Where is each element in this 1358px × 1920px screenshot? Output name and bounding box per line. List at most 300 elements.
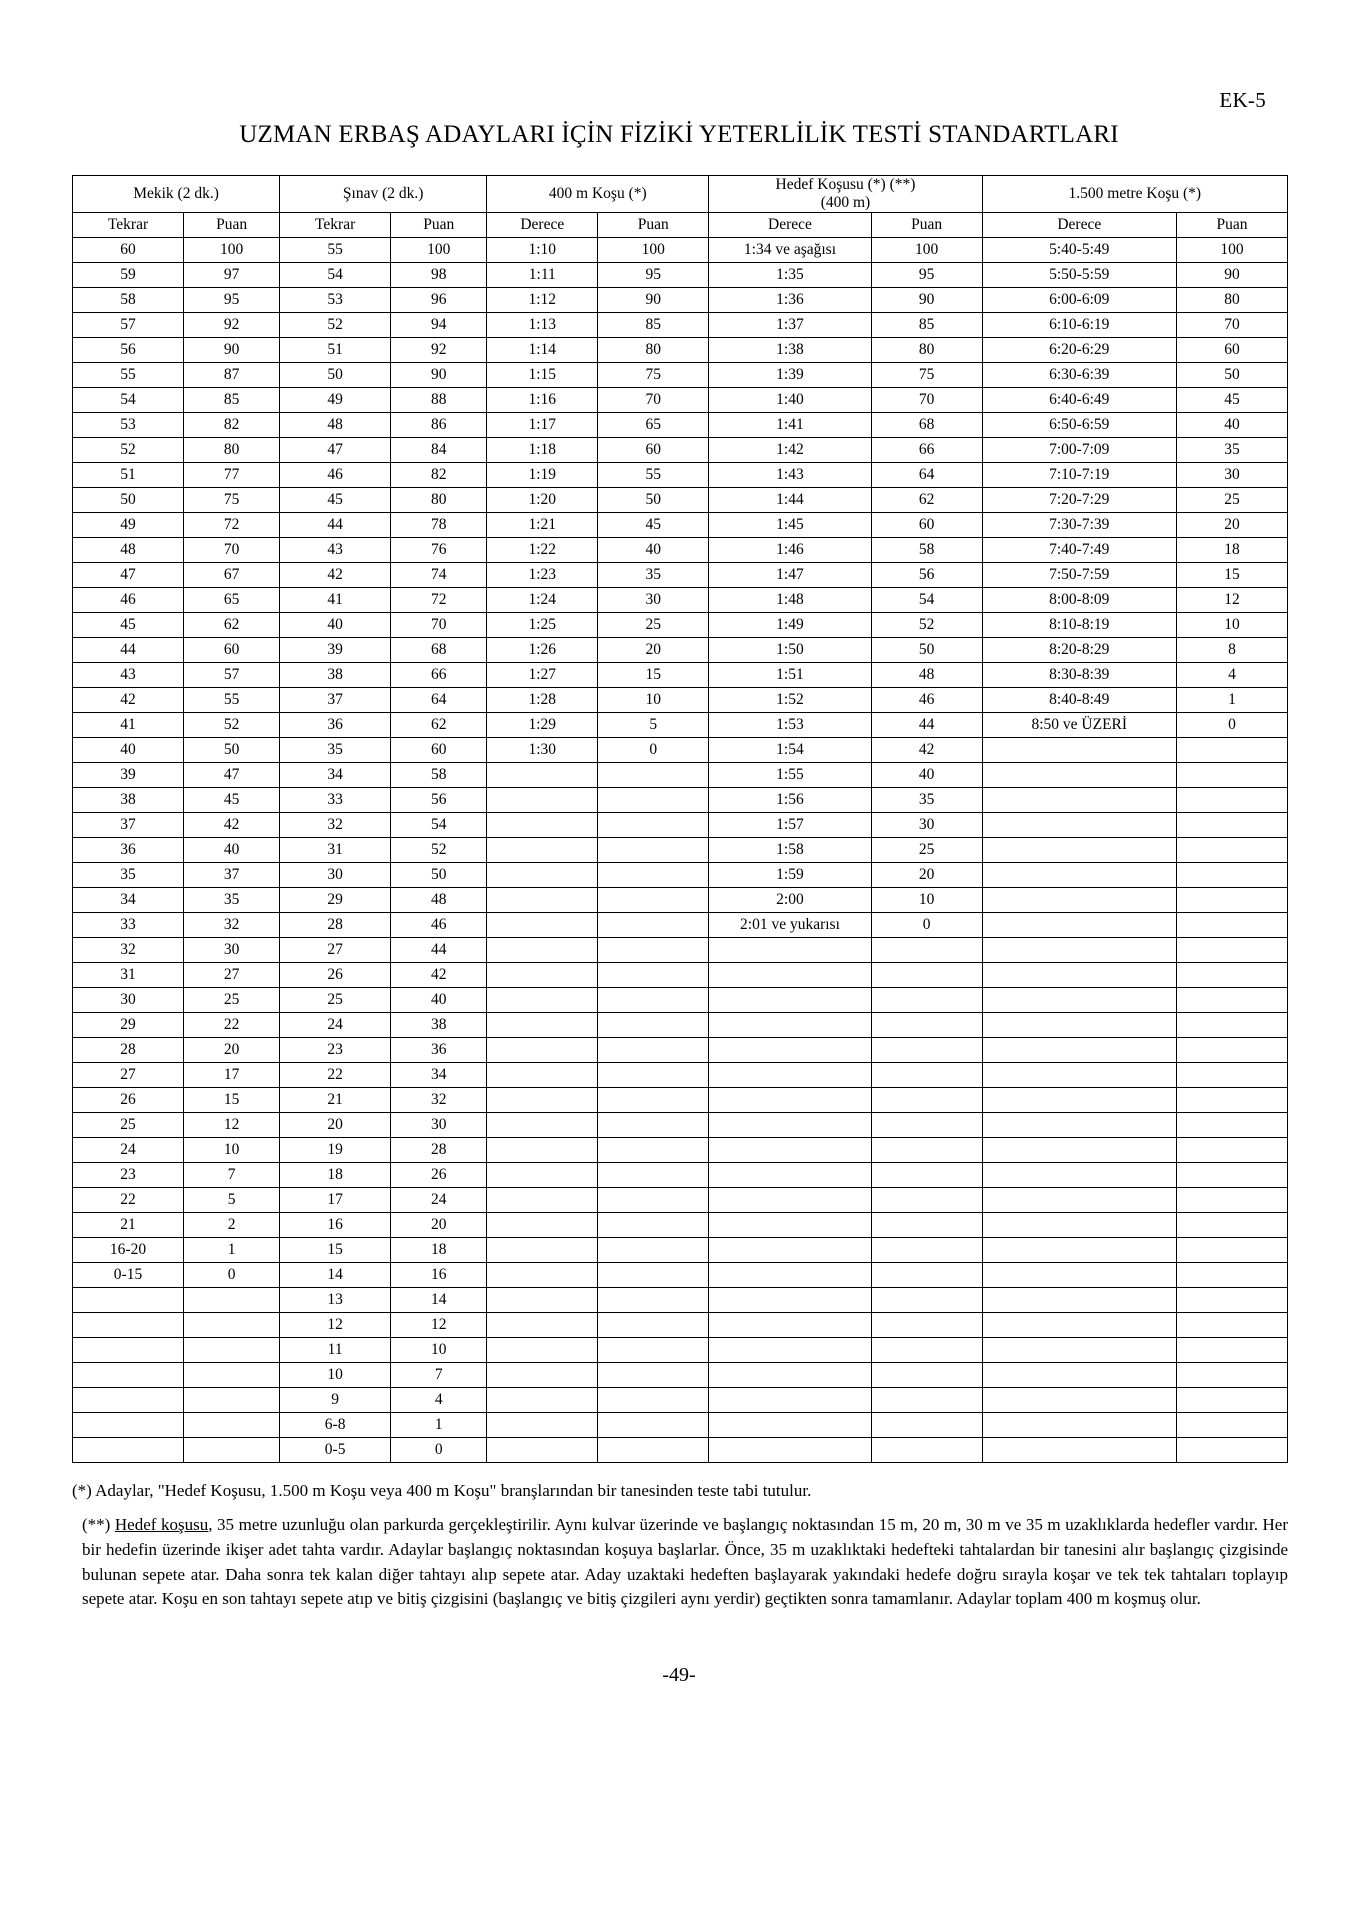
table-row xyxy=(73,462,1288,487)
cell-hedef-puan: 100 xyxy=(871,237,982,262)
cell-k1500-puan: 30 xyxy=(1176,462,1287,487)
cell-k400-puan xyxy=(598,1012,709,1037)
cell-k1500-puan: 1 xyxy=(1176,687,1287,712)
cell-k400-puan: 95 xyxy=(598,262,709,287)
cell-k400-puan xyxy=(598,862,709,887)
cell-k1500-derece: 7:00-7:09 xyxy=(982,437,1176,462)
cell-sinav-tekrar: 13 xyxy=(280,1287,391,1312)
table-row xyxy=(73,687,1288,712)
cell-sinav-tekrar: 49 xyxy=(280,387,391,412)
cell-sinav-puan: 76 xyxy=(391,537,487,562)
cell-sinav-puan: 90 xyxy=(391,362,487,387)
cell-hedef-derece: 1:52 xyxy=(709,687,871,712)
subheader-400m-derece: Derece xyxy=(487,212,598,237)
cell-sinav-puan: 84 xyxy=(391,437,487,462)
cell-k1500-puan xyxy=(1176,1337,1287,1362)
cell-k1500-puan xyxy=(1176,887,1287,912)
cell-sinav-tekrar: 32 xyxy=(280,812,391,837)
cell-hedef-puan: 48 xyxy=(871,662,982,687)
cell-hedef-puan: 54 xyxy=(871,587,982,612)
cell-sinav-tekrar: 27 xyxy=(280,937,391,962)
cell-mekik-tekrar: 24 xyxy=(73,1137,184,1162)
cell-mekik-puan xyxy=(184,1387,280,1412)
cell-hedef-derece xyxy=(709,1187,871,1212)
cell-k400-puan xyxy=(598,1387,709,1412)
cell-k1500-derece xyxy=(982,937,1176,962)
cell-k1500-derece: 8:10-8:19 xyxy=(982,612,1176,637)
cell-hedef-puan xyxy=(871,1212,982,1237)
cell-sinav-tekrar: 22 xyxy=(280,1062,391,1087)
subheader-400m-puan: Puan xyxy=(598,212,709,237)
cell-mekik-puan: 72 xyxy=(184,512,280,537)
cell-mekik-tekrar: 45 xyxy=(73,612,184,637)
cell-hedef-derece xyxy=(709,1062,871,1087)
cell-sinav-tekrar: 29 xyxy=(280,887,391,912)
table-row xyxy=(73,1287,1288,1312)
cell-k400-derece xyxy=(487,862,598,887)
cell-sinav-puan: 52 xyxy=(391,837,487,862)
cell-hedef-derece: 1:57 xyxy=(709,812,871,837)
cell-sinav-tekrar: 43 xyxy=(280,537,391,562)
cell-sinav-tekrar: 36 xyxy=(280,712,391,737)
cell-sinav-tekrar: 51 xyxy=(280,337,391,362)
cell-k400-puan: 25 xyxy=(598,612,709,637)
cell-hedef-derece: 1:44 xyxy=(709,487,871,512)
cell-k400-puan: 65 xyxy=(598,412,709,437)
cell-k1500-derece: 6:50-6:59 xyxy=(982,412,1176,437)
cell-hedef-derece xyxy=(709,1262,871,1287)
cell-hedef-derece: 1:41 xyxy=(709,412,871,437)
cell-k1500-puan: 4 xyxy=(1176,662,1287,687)
cell-k400-puan xyxy=(598,1362,709,1387)
cell-k400-derece xyxy=(487,1412,598,1437)
cell-k400-derece: 1:19 xyxy=(487,462,598,487)
cell-k1500-puan: 50 xyxy=(1176,362,1287,387)
cell-k1500-puan: 8 xyxy=(1176,637,1287,662)
cell-hedef-derece xyxy=(709,1112,871,1137)
table-row xyxy=(73,1312,1288,1337)
table-row xyxy=(73,862,1288,887)
cell-sinav-puan: 20 xyxy=(391,1212,487,1237)
cell-k400-derece xyxy=(487,1187,598,1212)
cell-k400-puan xyxy=(598,1262,709,1287)
cell-mekik-puan: 100 xyxy=(184,237,280,262)
cell-k1500-derece: 5:40-5:49 xyxy=(982,237,1176,262)
note-asterisk: (*) Adaylar, "Hedef Koşusu, 1.500 m Koşu veya 400 m Koşu" branşlarından bir tanesinden teste tabi tutulur. xyxy=(72,1480,812,1500)
cell-hedef-puan xyxy=(871,1287,982,1312)
cell-hedef-derece xyxy=(709,1387,871,1412)
cell-k400-puan xyxy=(598,1237,709,1262)
cell-sinav-puan: 42 xyxy=(391,962,487,987)
cell-mekik-puan: 7 xyxy=(184,1162,280,1187)
cell-mekik-tekrar: 36 xyxy=(73,837,184,862)
cell-hedef-derece: 1:50 xyxy=(709,637,871,662)
table-row xyxy=(73,612,1288,637)
cell-sinav-tekrar: 37 xyxy=(280,687,391,712)
cell-hedef-puan xyxy=(871,1037,982,1062)
cell-k1500-derece: 7:10-7:19 xyxy=(982,462,1176,487)
cell-mekik-tekrar: 39 xyxy=(73,762,184,787)
table-row xyxy=(73,937,1288,962)
cell-k1500-puan: 60 xyxy=(1176,337,1287,362)
cell-k1500-derece xyxy=(982,962,1176,987)
cell-mekik-tekrar: 22 xyxy=(73,1187,184,1212)
cell-k1500-derece xyxy=(982,1162,1176,1187)
cell-mekik-tekrar: 37 xyxy=(73,812,184,837)
cell-hedef-derece: 1:36 xyxy=(709,287,871,312)
cell-k400-derece: 1:26 xyxy=(487,637,598,662)
cell-k1500-puan xyxy=(1176,1237,1287,1262)
cell-k400-puan xyxy=(598,837,709,862)
cell-k1500-derece xyxy=(982,1237,1176,1262)
cell-mekik-tekrar: 41 xyxy=(73,712,184,737)
cell-sinav-puan: 88 xyxy=(391,387,487,412)
cell-k1500-puan xyxy=(1176,1037,1287,1062)
cell-hedef-derece: 2:01 ve yukarısı xyxy=(709,912,871,937)
cell-k400-derece: 1:27 xyxy=(487,662,598,687)
cell-hedef-derece xyxy=(709,962,871,987)
cell-mekik-puan: 75 xyxy=(184,487,280,512)
cell-mekik-tekrar: 42 xyxy=(73,687,184,712)
cell-mekik-tekrar: 47 xyxy=(73,562,184,587)
cell-mekik-puan: 1 xyxy=(184,1237,280,1262)
cell-mekik-puan: 40 xyxy=(184,837,280,862)
cell-mekik-tekrar xyxy=(73,1312,184,1337)
cell-sinav-puan: 94 xyxy=(391,312,487,337)
cell-hedef-puan: 20 xyxy=(871,862,982,887)
cell-mekik-puan: 47 xyxy=(184,762,280,787)
cell-sinav-puan: 44 xyxy=(391,937,487,962)
table-row xyxy=(73,1112,1288,1137)
cell-k1500-derece: 5:50-5:59 xyxy=(982,262,1176,287)
cell-k400-derece xyxy=(487,962,598,987)
cell-sinav-tekrar: 33 xyxy=(280,787,391,812)
cell-sinav-puan: 18 xyxy=(391,1237,487,1262)
cell-sinav-tekrar: 0-5 xyxy=(280,1437,391,1462)
cell-hedef-derece xyxy=(709,1137,871,1162)
cell-sinav-puan: 1 xyxy=(391,1412,487,1437)
cell-hedef-derece: 1:55 xyxy=(709,762,871,787)
cell-mekik-tekrar: 38 xyxy=(73,787,184,812)
cell-k400-puan: 90 xyxy=(598,287,709,312)
cell-mekik-puan: 82 xyxy=(184,412,280,437)
cell-sinav-puan: 36 xyxy=(391,1037,487,1062)
cell-k1500-puan xyxy=(1176,1137,1287,1162)
cell-k400-puan: 35 xyxy=(598,562,709,587)
cell-k1500-puan: 12 xyxy=(1176,587,1287,612)
group-header-sinav: Şınav (2 dk.) xyxy=(280,176,487,213)
table-row xyxy=(73,912,1288,937)
cell-mekik-tekrar xyxy=(73,1337,184,1362)
cell-k400-derece: 1:20 xyxy=(487,487,598,512)
cell-k400-puan xyxy=(598,1037,709,1062)
cell-hedef-puan: 40 xyxy=(871,762,982,787)
cell-sinav-tekrar: 11 xyxy=(280,1337,391,1362)
group-header-hedef-line2: (400 m) xyxy=(820,193,871,211)
cell-sinav-tekrar: 9 xyxy=(280,1387,391,1412)
cell-hedef-puan xyxy=(871,1312,982,1337)
cell-sinav-puan: 62 xyxy=(391,712,487,737)
cell-k1500-derece xyxy=(982,912,1176,937)
table-row xyxy=(73,637,1288,662)
cell-k1500-derece xyxy=(982,1062,1176,1087)
cell-hedef-derece xyxy=(709,1287,871,1312)
cell-hedef-derece: 1:43 xyxy=(709,462,871,487)
cell-mekik-puan: 62 xyxy=(184,612,280,637)
cell-k400-derece xyxy=(487,1362,598,1387)
cell-mekik-puan: 77 xyxy=(184,462,280,487)
cell-sinav-puan: 12 xyxy=(391,1312,487,1337)
table-row xyxy=(73,1437,1288,1462)
cell-hedef-puan xyxy=(871,962,982,987)
cell-hedef-puan: 56 xyxy=(871,562,982,587)
cell-k400-puan: 15 xyxy=(598,662,709,687)
cell-k1500-puan xyxy=(1176,1187,1287,1212)
table-row xyxy=(73,662,1288,687)
cell-sinav-tekrar: 39 xyxy=(280,637,391,662)
cell-sinav-puan: 100 xyxy=(391,237,487,262)
cell-k400-puan: 20 xyxy=(598,637,709,662)
cell-k1500-derece xyxy=(982,1037,1176,1062)
cell-k1500-derece xyxy=(982,787,1176,812)
cell-k400-puan xyxy=(598,1087,709,1112)
cell-mekik-puan: 50 xyxy=(184,737,280,762)
cell-k400-puan xyxy=(598,962,709,987)
cell-k400-puan: 100 xyxy=(598,237,709,262)
cell-mekik-tekrar: 50 xyxy=(73,487,184,512)
cell-k1500-derece xyxy=(982,1187,1176,1212)
cell-mekik-puan: 32 xyxy=(184,912,280,937)
cell-sinav-tekrar: 50 xyxy=(280,362,391,387)
cell-k1500-derece xyxy=(982,1437,1176,1462)
cell-hedef-puan: 30 xyxy=(871,812,982,837)
cell-k1500-derece xyxy=(982,1112,1176,1137)
cell-sinav-puan: 72 xyxy=(391,587,487,612)
cell-mekik-tekrar: 46 xyxy=(73,587,184,612)
cell-hedef-derece xyxy=(709,1362,871,1387)
cell-mekik-tekrar: 53 xyxy=(73,412,184,437)
cell-k1500-derece: 8:20-8:29 xyxy=(982,637,1176,662)
cell-k400-puan: 0 xyxy=(598,737,709,762)
cell-k400-puan xyxy=(598,787,709,812)
cell-k1500-puan xyxy=(1176,837,1287,862)
cell-k1500-derece xyxy=(982,1137,1176,1162)
table-row xyxy=(73,512,1288,537)
table-row xyxy=(73,287,1288,312)
cell-hedef-derece xyxy=(709,1237,871,1262)
cell-sinav-puan: 26 xyxy=(391,1162,487,1187)
cell-mekik-tekrar: 27 xyxy=(73,1062,184,1087)
cell-mekik-puan: 15 xyxy=(184,1087,280,1112)
cell-mekik-tekrar: 43 xyxy=(73,662,184,687)
cell-k400-puan xyxy=(598,1287,709,1312)
cell-hedef-derece xyxy=(709,1162,871,1187)
cell-mekik-puan xyxy=(184,1362,280,1387)
cell-hedef-puan: 90 xyxy=(871,287,982,312)
cell-mekik-puan xyxy=(184,1437,280,1462)
cell-k400-puan: 10 xyxy=(598,687,709,712)
cell-k1500-derece: 7:40-7:49 xyxy=(982,537,1176,562)
cell-k400-puan xyxy=(598,1112,709,1137)
cell-sinav-tekrar: 16 xyxy=(280,1212,391,1237)
cell-hedef-puan xyxy=(871,987,982,1012)
cell-mekik-tekrar: 29 xyxy=(73,1012,184,1037)
cell-hedef-puan: 95 xyxy=(871,262,982,287)
cell-k1500-derece: 7:50-7:59 xyxy=(982,562,1176,587)
page-title: UZMAN ERBAŞ ADAYLARI İÇİN FİZİKİ YETERLİLİK TESTİ STANDARTLARI xyxy=(239,121,1119,148)
table-row xyxy=(73,1012,1288,1037)
cell-sinav-puan: 24 xyxy=(391,1187,487,1212)
cell-k400-derece: 1:28 xyxy=(487,687,598,712)
page-number: -49- xyxy=(662,1663,696,1686)
cell-k1500-derece xyxy=(982,812,1176,837)
cell-k1500-puan: 20 xyxy=(1176,512,1287,537)
cell-k1500-puan: 15 xyxy=(1176,562,1287,587)
cell-k1500-puan xyxy=(1176,1112,1287,1137)
cell-sinav-tekrar: 25 xyxy=(280,987,391,1012)
cell-k400-derece xyxy=(487,1287,598,1312)
cell-hedef-puan: 44 xyxy=(871,712,982,737)
cell-sinav-puan: 14 xyxy=(391,1287,487,1312)
table-row xyxy=(73,1037,1288,1062)
cell-k400-derece xyxy=(487,1262,598,1287)
cell-k1500-puan xyxy=(1176,1062,1287,1087)
cell-k1500-puan xyxy=(1176,1387,1287,1412)
cell-sinav-tekrar: 10 xyxy=(280,1362,391,1387)
cell-hedef-derece: 1:35 xyxy=(709,262,871,287)
cell-mekik-puan: 90 xyxy=(184,337,280,362)
table-row xyxy=(73,1237,1288,1262)
table-row xyxy=(73,837,1288,862)
cell-hedef-puan: 52 xyxy=(871,612,982,637)
cell-mekik-tekrar: 60 xyxy=(73,237,184,262)
table-row xyxy=(73,537,1288,562)
cell-sinav-puan: 54 xyxy=(391,812,487,837)
cell-sinav-puan: 66 xyxy=(391,662,487,687)
cell-mekik-tekrar: 56 xyxy=(73,337,184,362)
cell-k1500-puan xyxy=(1176,912,1287,937)
fitness-standards-table xyxy=(72,175,1288,1463)
cell-k1500-puan: 100 xyxy=(1176,237,1287,262)
cell-hedef-derece xyxy=(709,1037,871,1062)
cell-k1500-puan: 18 xyxy=(1176,537,1287,562)
cell-k400-puan: 45 xyxy=(598,512,709,537)
cell-sinav-tekrar: 23 xyxy=(280,1037,391,1062)
cell-k1500-puan xyxy=(1176,1012,1287,1037)
cell-hedef-puan: 60 xyxy=(871,512,982,537)
subheader-sinav-tekrar: Tekrar xyxy=(280,212,391,237)
cell-sinav-tekrar: 26 xyxy=(280,962,391,987)
cell-k400-puan: 40 xyxy=(598,537,709,562)
table-row xyxy=(73,487,1288,512)
cell-k400-derece xyxy=(487,1162,598,1187)
cell-mekik-puan: 17 xyxy=(184,1062,280,1087)
table-body xyxy=(73,237,1288,1462)
cell-k400-puan xyxy=(598,1312,709,1337)
cell-sinav-tekrar: 24 xyxy=(280,1012,391,1037)
cell-sinav-tekrar: 47 xyxy=(280,437,391,462)
subheader-mekik-puan: Puan xyxy=(184,212,280,237)
cell-k1500-puan: 25 xyxy=(1176,487,1287,512)
cell-mekik-tekrar: 0-15 xyxy=(73,1262,184,1287)
cell-k400-puan: 55 xyxy=(598,462,709,487)
cell-k400-puan xyxy=(598,812,709,837)
cell-hedef-derece: 1:47 xyxy=(709,562,871,587)
cell-k400-derece xyxy=(487,912,598,937)
cell-mekik-tekrar: 26 xyxy=(73,1087,184,1112)
cell-k400-derece xyxy=(487,762,598,787)
cell-hedef-derece xyxy=(709,987,871,1012)
cell-k1500-derece xyxy=(982,1312,1176,1337)
cell-mekik-puan: 37 xyxy=(184,862,280,887)
table-row xyxy=(73,1212,1288,1237)
cell-sinav-tekrar: 45 xyxy=(280,487,391,512)
cell-hedef-derece: 1:58 xyxy=(709,837,871,862)
cell-hedef-puan xyxy=(871,1437,982,1462)
cell-k400-derece xyxy=(487,1137,598,1162)
cell-k1500-derece xyxy=(982,1287,1176,1312)
cell-k1500-puan xyxy=(1176,1312,1287,1337)
cell-mekik-tekrar: 30 xyxy=(73,987,184,1012)
table-row xyxy=(73,562,1288,587)
table-row xyxy=(73,1412,1288,1437)
cell-mekik-tekrar: 48 xyxy=(73,537,184,562)
cell-hedef-derece: 2:00 xyxy=(709,887,871,912)
table-row xyxy=(73,1387,1288,1412)
cell-sinav-tekrar: 20 xyxy=(280,1112,391,1137)
table-row xyxy=(73,887,1288,912)
cell-k400-derece xyxy=(487,1112,598,1137)
cell-k400-derece: 1:23 xyxy=(487,562,598,587)
cell-hedef-puan xyxy=(871,1162,982,1187)
cell-k400-derece xyxy=(487,1212,598,1237)
cell-k400-derece xyxy=(487,987,598,1012)
cell-k1500-derece xyxy=(982,737,1176,762)
cell-hedef-derece: 1:45 xyxy=(709,512,871,537)
cell-k1500-derece: 6:10-6:19 xyxy=(982,312,1176,337)
cell-k400-derece: 1:13 xyxy=(487,312,598,337)
cell-mekik-puan: 45 xyxy=(184,787,280,812)
cell-sinav-tekrar: 18 xyxy=(280,1162,391,1187)
cell-sinav-puan: 7 xyxy=(391,1362,487,1387)
cell-hedef-derece xyxy=(709,1337,871,1362)
table-row xyxy=(73,1062,1288,1087)
table-row xyxy=(73,237,1288,262)
cell-mekik-tekrar: 23 xyxy=(73,1162,184,1187)
cell-sinav-puan: 32 xyxy=(391,1087,487,1112)
cell-k1500-derece xyxy=(982,1337,1176,1362)
cell-k1500-derece xyxy=(982,1262,1176,1287)
cell-sinav-tekrar: 40 xyxy=(280,612,391,637)
cell-k400-derece xyxy=(487,1337,598,1362)
note2-rest: , 35 metre uzunluğu olan parkurda gerçekleştirilir. Aynı kulvar üzerinde ve başlangıç noktasından 15 m, 20 m, 30 m ve 35 m uzaklıklarda hedefler vardır. Her bir hedefin üzerinde ikişer adet tahta vardır. Adaylar başlangıç noktasından koşuya başlarlar. Önce, 35 m uzaklıktaki hedefteki tahtalardan bir tanesini alır başlangıç çizgisinde bulunan sepete atar. Daha sonra tek kalan diğer tahtayı alıp sepete atar. Aday uzaktaki hedeften başlayarak yakındaki hedefe doğru sırayla koşar ve tek tek tahtaları toplayıp sepete atar. Koşu en son tahtayı sepete atıp ve bitiş çizgisini (başlangıç ve bitiş çizgileri aynı yerdir) geçtikten sonra tamamlanır. Adaylar toplam 400 m koşmuş olur. xyxy=(82,1515,1288,1609)
table-row xyxy=(73,362,1288,387)
cell-sinav-tekrar: 48 xyxy=(280,412,391,437)
table-row xyxy=(73,962,1288,987)
cell-hedef-derece: 1:42 xyxy=(709,437,871,462)
cell-hedef-puan: 62 xyxy=(871,487,982,512)
cell-hedef-puan: 35 xyxy=(871,787,982,812)
cell-k1500-derece: 7:30-7:39 xyxy=(982,512,1176,537)
cell-k1500-puan: 35 xyxy=(1176,437,1287,462)
cell-hedef-puan: 75 xyxy=(871,362,982,387)
cell-hedef-derece: 1:48 xyxy=(709,587,871,612)
cell-k1500-derece: 8:40-8:49 xyxy=(982,687,1176,712)
annex-label: EK-5 xyxy=(1219,88,1266,112)
cell-k400-puan xyxy=(598,937,709,962)
cell-hedef-puan: 10 xyxy=(871,887,982,912)
cell-mekik-puan: 95 xyxy=(184,287,280,312)
